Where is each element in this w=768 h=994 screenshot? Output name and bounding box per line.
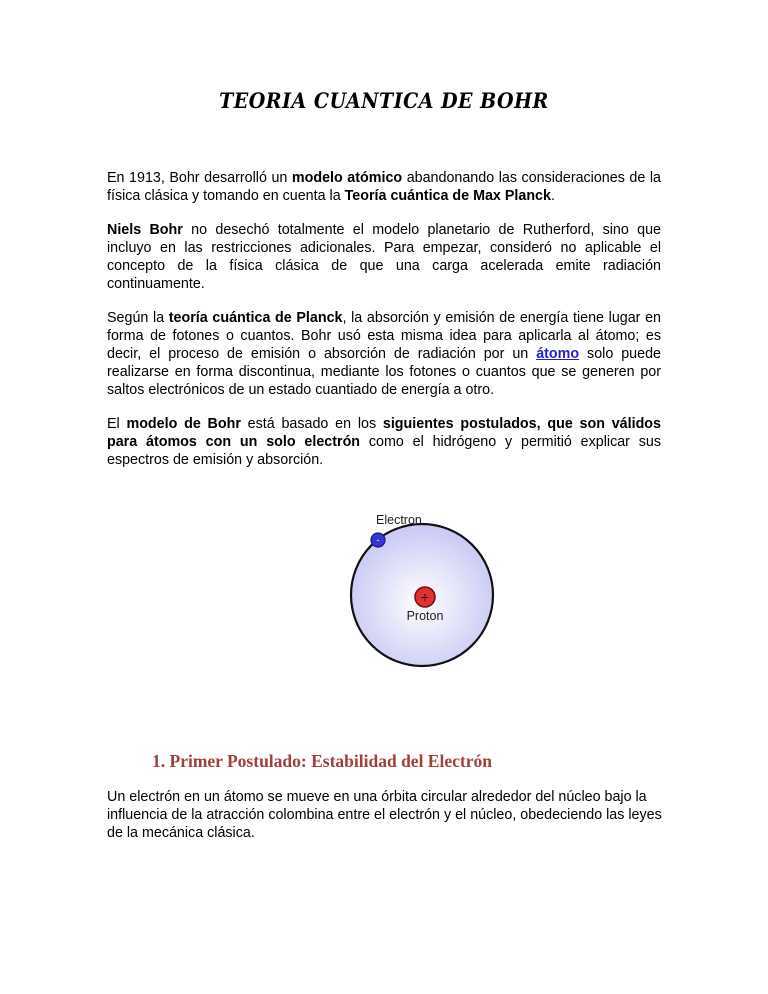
electron-label: Electron	[376, 513, 422, 527]
bold-text: Teoría cuántica de Max Planck	[344, 188, 551, 204]
text: El	[107, 416, 127, 432]
text: En 1913, Bohr desarrolló un	[107, 170, 292, 186]
text: .	[550, 188, 555, 204]
bold-text: modelo de Bohr	[126, 416, 241, 432]
paragraph-niels-bohr	[107, 221, 661, 293]
bold-text: siguientes postulados, que son válidos para átomos con un solo electrón	[107, 416, 661, 450]
text: no desechó totalmente el modelo planetario de Rutherford, sino que incluyo en las restricciones adicionales. Para empezar, consideró no aplicable el concepto de la física clásica de que una carga acelerada emite radiación continuamente.	[107, 222, 662, 292]
electron-sign: -	[376, 535, 380, 545]
paragraph-postulados	[107, 415, 661, 469]
text: , la absorción y emisión de energía tiene lugar en forma de fotones o cuantos. Bohr usó esta misma idea para aplicarla al átomo; es decir, el proceso de emisión o absorción de radiación por un	[107, 310, 662, 362]
text: como el hidrógeno y permitió explicar sus espectros de emisión y absorción.	[107, 434, 661, 468]
text: está basado en los	[240, 416, 383, 432]
bold-text: modelo atómico	[291, 170, 403, 186]
proton-sign: +	[420, 589, 430, 605]
paragraph-intro	[107, 169, 661, 205]
text: Según la	[107, 310, 169, 326]
bold-text: teoría cuántica de Planck	[168, 310, 343, 326]
atomo-link[interactable]: átomo	[536, 346, 580, 362]
bohr-atom-diagram	[330, 505, 510, 675]
text: solo puede realizarse en forma discontinua, mediante los fotones o cuantos que se generen por saltos electrónicos de un estado cuantiado de energía a otro.	[107, 346, 661, 398]
bold-text: Niels Bohr	[107, 222, 183, 238]
page-title: TEORIA CUANTICA DE BOHR	[219, 88, 549, 114]
text: abandonando las consideraciones de la física clásica y tomando en cuenta la	[107, 170, 662, 204]
paragraph-primer-postulado: Un electrón en un átomo se mueve en una órbita circular alrededor del núcleo bajo la influencia de la atracción colombina entre el electrón y el núcleo, obedeciendo las leyes de la mecánica clásica.	[107, 789, 662, 841]
paragraph-planck	[107, 309, 661, 399]
section-heading-primer-postulado: 1. Primer Postulado: Estabilidad del Electrón	[152, 751, 492, 771]
proton-label: Proton	[406, 609, 444, 623]
